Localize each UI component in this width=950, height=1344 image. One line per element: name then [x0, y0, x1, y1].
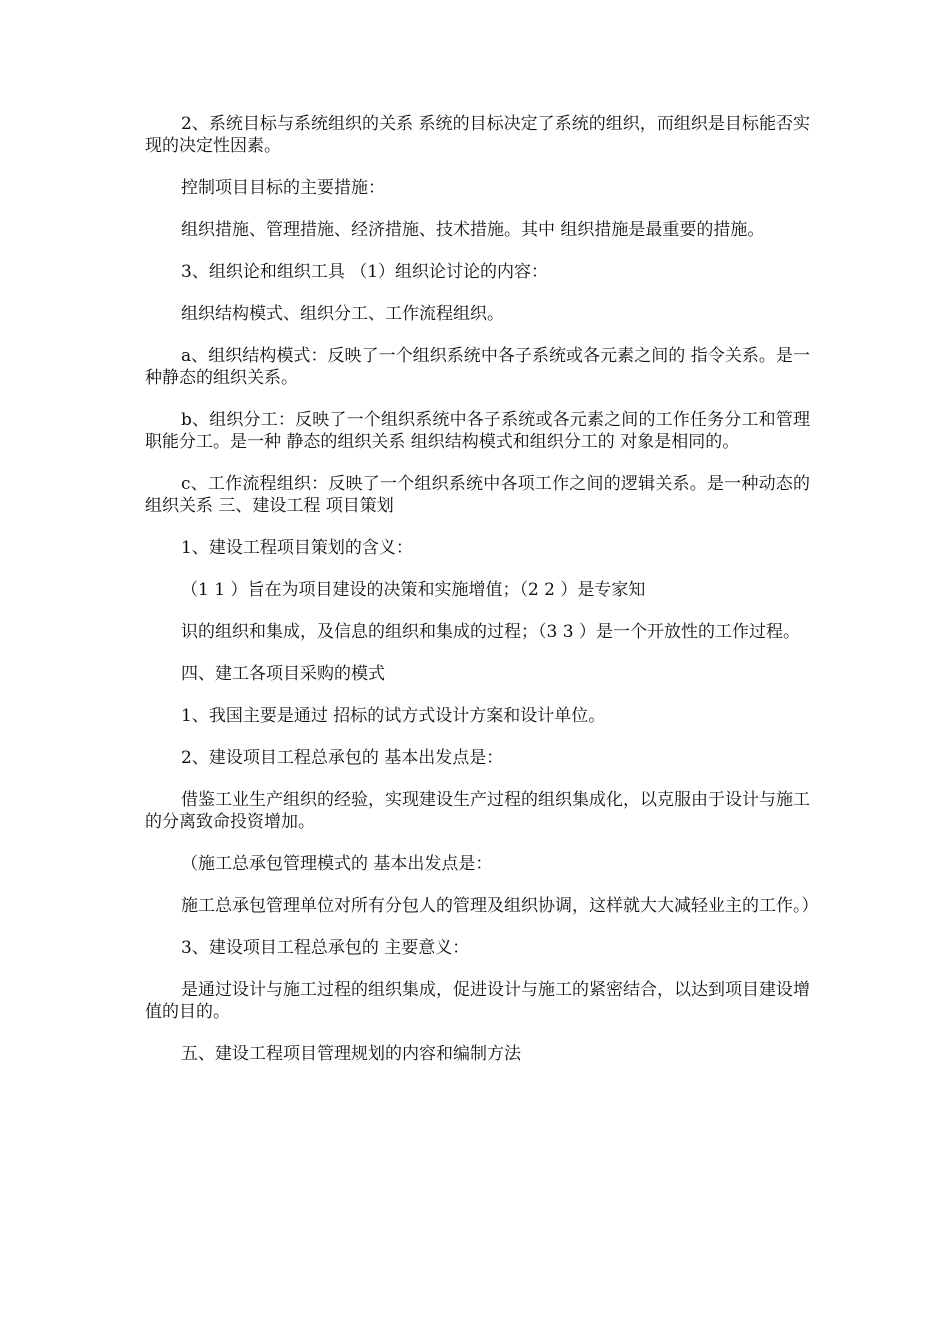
paragraph: 3、建设项目工程总承包的 主要意义： — [181, 938, 470, 958]
paragraph: 识的组织和集成，及信息的组织和集成的过程；（3 3 ）是一个开放性的工作过程。 — [181, 622, 800, 642]
paragraph: c、工作流程组织：反映了一个组织系统中各项工作之间的逻辑关系。是一种动态的组织关系 三、建设工程 项目策划 — [145, 474, 810, 516]
paragraph: 施工总承包管理单位对所有分包人的管理及组织协调，这样就大大减轻业主的工作。） — [181, 896, 819, 916]
paragraph: （施工总承包管理模式的 基本出发点是： — [181, 854, 493, 874]
paragraph: 1、我国主要是通过 招标的试方式设计方案和设计单位。 — [181, 706, 606, 726]
paragraph: 五、建设工程项目管理规划的内容和编制方法 — [181, 1044, 521, 1064]
paragraph: a、组织结构模式：反映了一个组织系统中各子系统或各元素之间的 指令关系。是一种静态的组织关系。 — [145, 346, 810, 388]
paragraph: 3、组织论和组织工具 （1）组织论讨论的内容： — [181, 262, 549, 282]
paragraph: 是通过设计与施工过程的组织集成，促进设计与施工的紧密结合，以达到项目建设增值的目的。 — [145, 980, 810, 1022]
paragraph: 2、建设项目工程总承包的 基本出发点是： — [181, 748, 504, 768]
paragraph: 2、系统目标与系统组织的关系 系统的目标决定了系统的组织，而组织是目标能否实现的决定性因素。 — [145, 114, 810, 156]
paragraph: 控制项目目标的主要措施： — [181, 178, 385, 198]
paragraph: 组织结构模式、组织分工、工作流程组织。 — [181, 304, 504, 324]
paragraph: 借鉴工业生产组织的经验，实现建设生产过程的组织集成化，以克服由于设计与施工的分离致命投资增加。 — [145, 790, 810, 832]
paragraph: 四、建工各项目采购的模式 — [181, 664, 385, 684]
paragraph: 1、建设工程项目策划的含义： — [181, 538, 413, 558]
paragraph: 组织措施、管理措施、经济措施、技术措施。其中 组织措施是最重要的措施。 — [181, 220, 765, 240]
paragraph: （1 1 ）旨在为项目建设的决策和实施增值；（2 2 ）是专家知 — [181, 580, 646, 600]
document-page — [145, 113, 819, 1085]
paragraph: b、组织分工：反映了一个组织系统中各子系统或各元素之间的工作任务分工和管理职能分工。是一种 静态的组织关系 组织结构模式和组织分工的 对象是相同的。 — [145, 410, 810, 452]
